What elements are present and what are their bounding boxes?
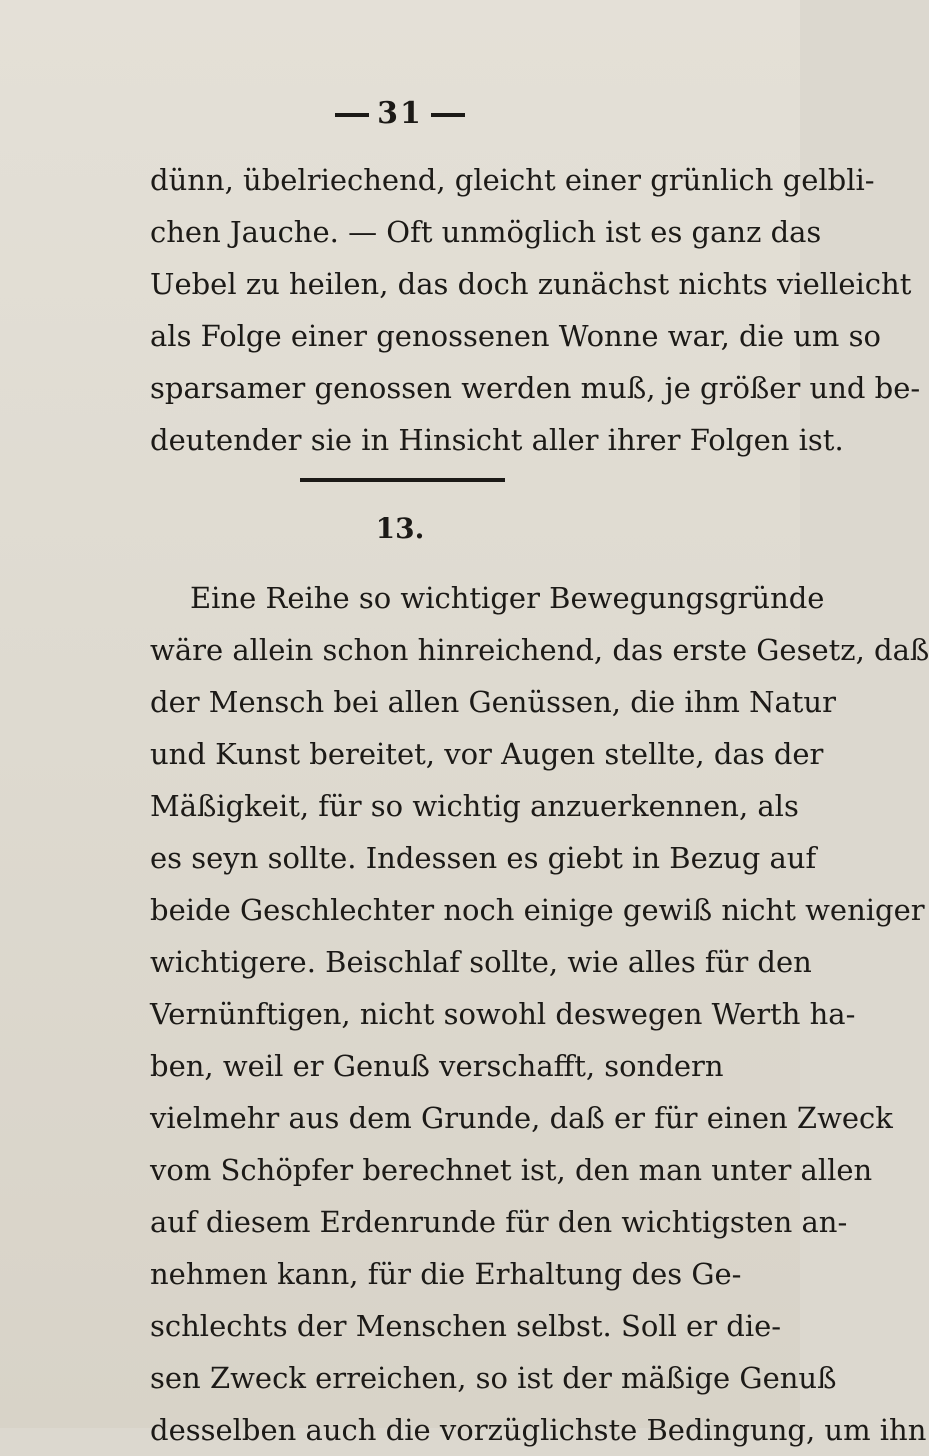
text-line: vom Schöpfer berechnet ist, den man unter allen [150, 1153, 873, 1187]
text-line: beide Geschlechter noch einige gewiß nicht weniger [150, 893, 925, 927]
text-line: der Mensch bei allen Genüssen, die ihm Natur [150, 685, 836, 719]
text-line: sen Zweck erreichen, so ist der mäßige Genuß [150, 1361, 837, 1395]
header-dash-left [335, 113, 369, 117]
text-line: vielmehr aus dem Grunde, daß er für einen Zweck [150, 1101, 893, 1135]
text-line: Uebel zu heilen, das doch zunächst nichts vielleicht [150, 267, 912, 301]
text-line: sparsamer genossen werden muß, je größer und be- [150, 371, 921, 405]
text-line: wäre allein schon hinreichend, das erste Gesetz, daß [150, 633, 929, 667]
text-line: schlechts der Menschen selbst. Soll er die- [150, 1309, 782, 1343]
text-line: nehmen kann, für die Erhaltung des Ge- [150, 1257, 742, 1291]
text-line: chen Jauche. — Oft unmöglich ist es ganz das [150, 215, 822, 249]
section-number: 13. [375, 512, 425, 545]
text-line: auf diesem Erdenrunde für den wichtigsten an- [150, 1205, 848, 1239]
page-number: 31 [377, 96, 423, 131]
text-line: Eine Reihe so wichtiger Bewegungsgründe [190, 581, 825, 615]
text-line: es seyn sollte. Indessen es giebt in Bezug auf [150, 841, 817, 875]
text-line: deutender sie in Hinsicht aller ihrer Folgen ist. [150, 423, 844, 457]
paragraph-2 [150, 572, 929, 1456]
text-line: Vernünftigen, nicht sowohl deswegen Werth ha- [150, 997, 856, 1031]
text-line: als Folge einer genossenen Wonne war, die um so [150, 319, 881, 353]
text-line: und Kunst bereitet, vor Augen stellte, das der [150, 737, 824, 771]
text-line: Mäßigkeit, für so wichtig anzuerkennen, als [150, 789, 799, 823]
text-line: wichtigere. Beischlaf sollte, wie alles für den [150, 945, 812, 979]
paragraph-1 [150, 154, 921, 466]
page-header [0, 96, 800, 131]
section-divider [300, 478, 505, 482]
text-line: ben, weil er Genuß verschafft, sondern [150, 1049, 724, 1083]
text-line: dünn, übelriechend, gleicht einer grünlich gelbli- [150, 163, 875, 197]
text-line: desselben auch die vorzüglichste Bedingung, um ihn [150, 1413, 927, 1447]
header-dash-right [431, 113, 465, 117]
